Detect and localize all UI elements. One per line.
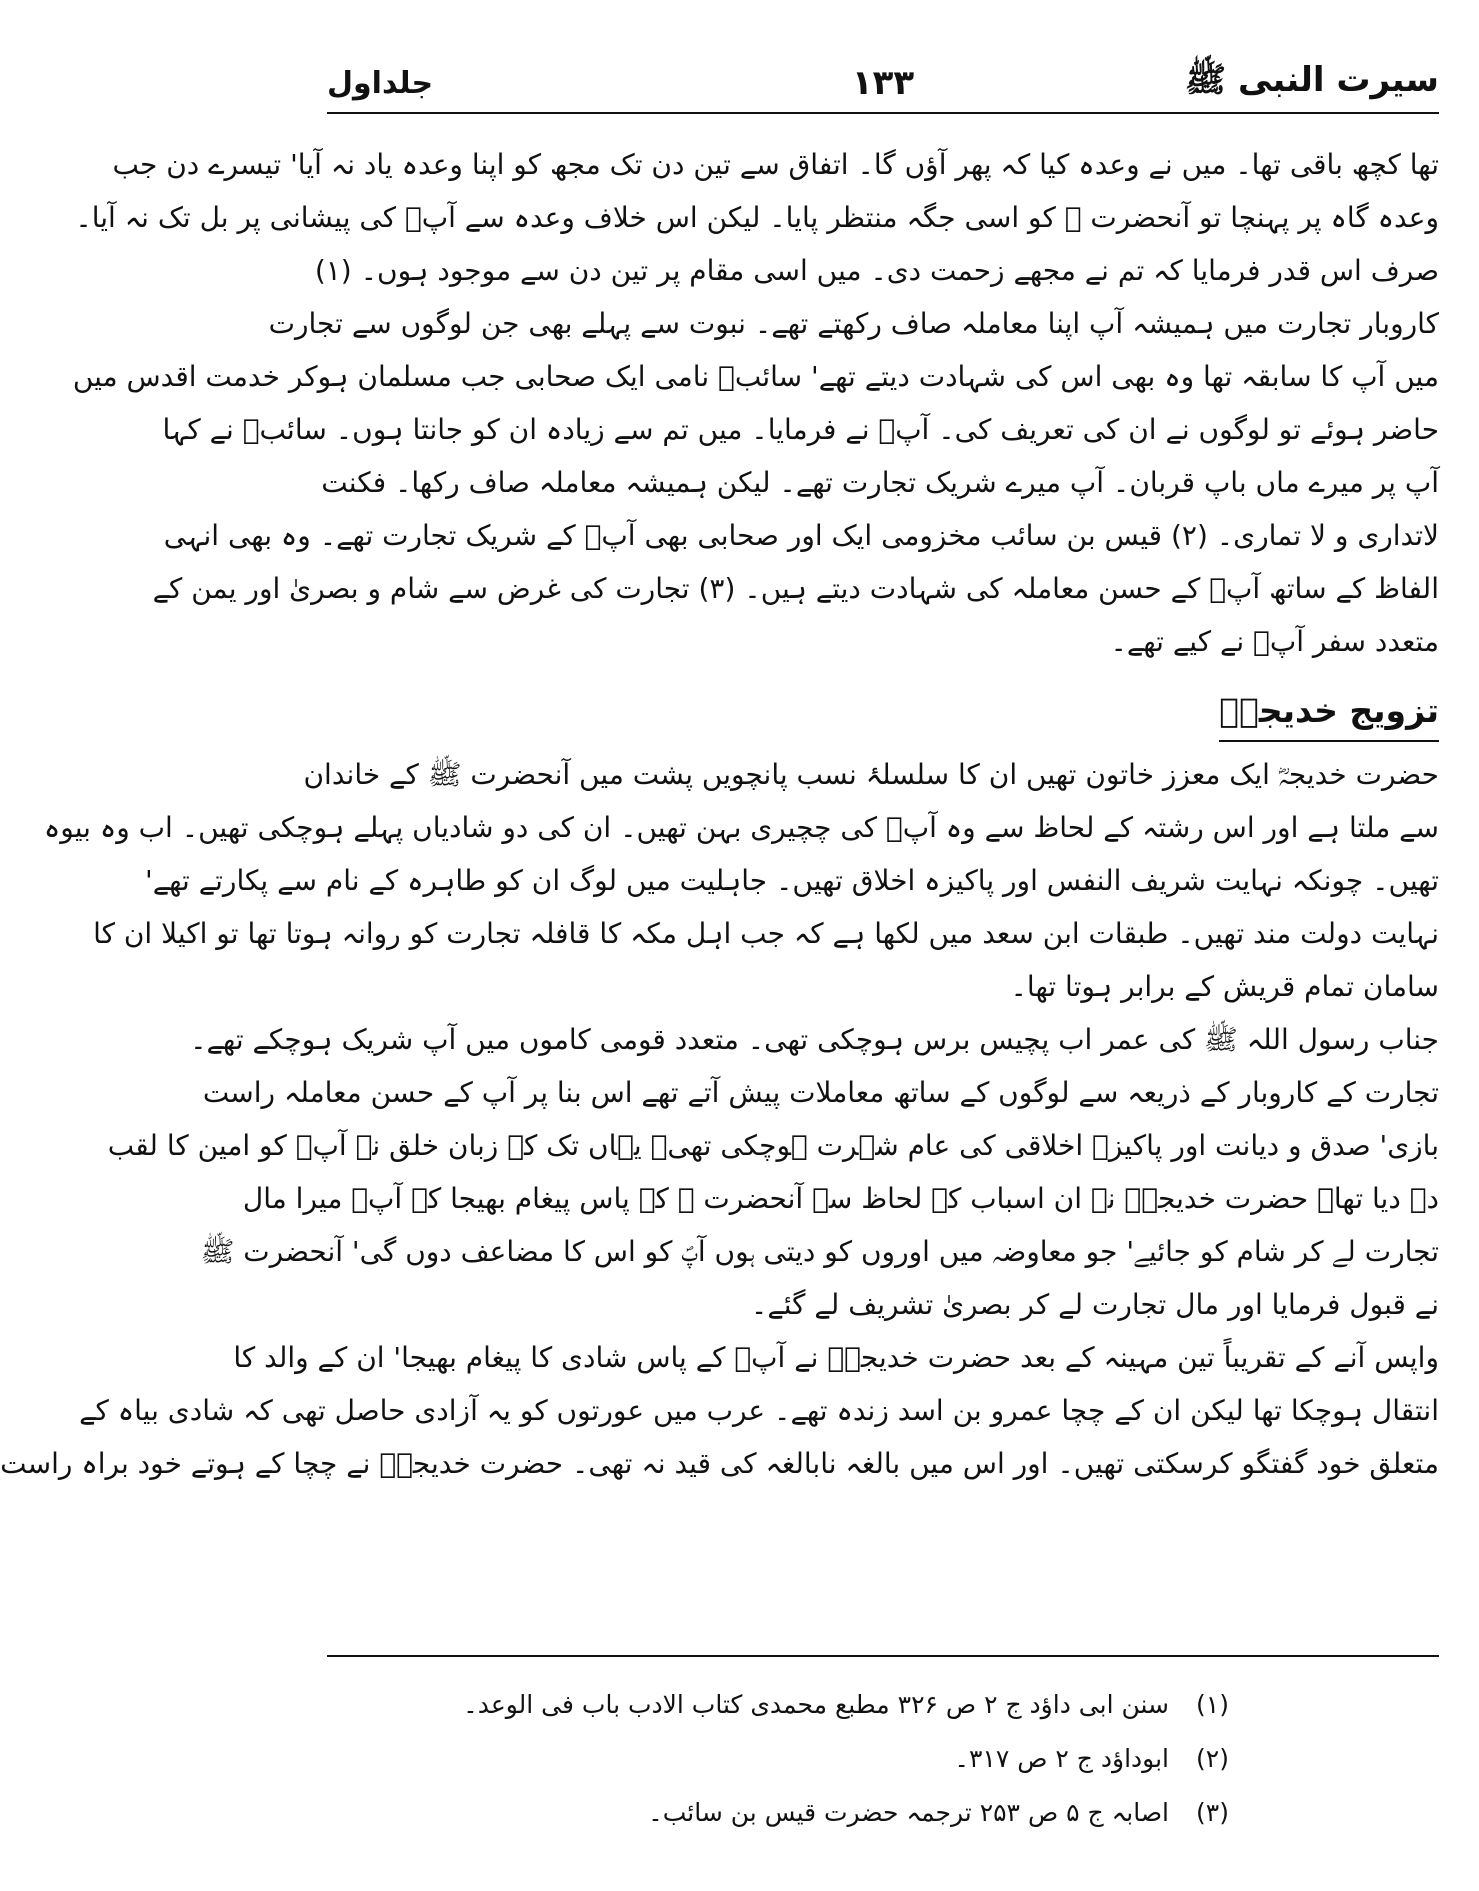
footnote-text: اصابہ ج ۵ ص ۲۵۳ ترجمہ حضرت قیس بن سائب۔: [648, 1798, 1169, 1827]
body-text: [0, 138, 1439, 1490]
header-rule: [327, 112, 1439, 114]
footnotes: [327, 1678, 1439, 1840]
paragraph: [43, 748, 1439, 1013]
text-line: دے دیا تھا۔ حضرت خدیجہؓ نے ان اسباب کے لحاظ سے آنحضرت ﷺ کے پاس پیغام بھیجا کہ آپؐ میرا مال: [242, 1182, 1439, 1215]
text-line: حضرت خدیجہؓ ایک معزز خاتون تھیں ان کا سلسلۂ نسب پانچویں پشت میں آنحضرت ﷺ کے خاندان: [303, 758, 1439, 791]
running-head: [327, 60, 1439, 106]
text-line: متعدد سفر آپؐ نے کیے تھے۔: [1110, 625, 1439, 658]
text-line: سے ملتا ہے اور اس رشتہ کے لحاظ سے وہ آپؐ کی چچیری بہن تھیں۔ ان کی دو شادیاں پہلے ہوچکی تھیں۔ اب وہ بیوہ: [43, 811, 1439, 844]
text-line: نہایت دولت مند تھیں۔ طبقات ابن سعد میں لکھا ہے کہ جب اہل مکہ کا قافلہ تجارت کو روانہ ہوتا تھا تو اکیلا ان کا: [93, 917, 1439, 950]
paragraph: [75, 138, 1439, 297]
text-line: کاروبار تجارت میں ہمیشہ آپ اپنا معاملہ صاف رکھتے تھے۔ نبوت سے پہلے بھی جن لوگوں سے تجارت: [268, 307, 1439, 340]
text-line: متعلق خود گفتگو کرسکتی تھیں۔ اور اس میں بالغہ نابالغہ کی قید نہ تھی۔ حضرت خدیجہؓ نے چچا کے ہوتے خود براہ راست: [0, 1447, 1439, 1480]
footnote-text: سنن ابی داؤد ج ۲ ص ۳۲۶ مطبع محمدی کتاب الادب باب فی الوعد۔: [463, 1690, 1169, 1719]
text-line: نے قبول فرمایا اور مال تجارت لے کر بصریٰ تشریف لے گئے۔: [750, 1288, 1439, 1321]
text-line: صرف اس قدر فرمایا کہ تم نے مجھے زحمت دی۔ میں اسی مقام پر تین دن سے موجود ہوں۔ (۱): [314, 254, 1439, 287]
text-line: واپس آنے کے تقریباً تین مہینہ کے بعد حضرت خدیجہؓ نے آپؐ کے پاس شادی کا پیغام بھیجا' ان کے والد کا: [233, 1341, 1439, 1374]
text-line: وعدہ گاہ پر پہنچا تو آنحضرت ﷺ کو اسی جگہ منتظر پایا۔ لیکن اس خلاف وعدہ سے آپؐ کی پیشانی پر بل تک نہ آیا۔: [75, 201, 1439, 234]
page-number: ۱۳۳: [851, 63, 915, 103]
text-line: انتقال ہوچکا تھا لیکن ان کے چچا عمرو بن اسد زندہ تھے۔ عرب میں عورتوں کو یہ آزادی حاصل تھی کہ شادی بیاہ کے: [79, 1394, 1439, 1427]
text-line: تجارت کے کاروبار کے ذریعہ سے لوگوں کے ساتھ معاملات پیش آتے تھے اس بنا پر آپ کے حسن معاملہ راست: [202, 1076, 1439, 1109]
footnote-number: (۲): [1196, 1744, 1229, 1773]
text-line: لاتداری و لا تماری۔ (۲) قیس بن سائب مخزومی ایک اور صحابی بھی آپؐ کے شریک تجارت تھے۔ وہ بھی انہی: [163, 519, 1439, 552]
footnote-number: (۱): [1196, 1690, 1229, 1719]
footnote: [327, 1786, 1439, 1840]
text-line: تجارت لے کر شام کو جائیے' جو معاوضہ میں اوروں کو دیتی ہوں آپؐ کو اس کا مضاعف دوں گی' آنحضرت ﷺ: [200, 1235, 1439, 1268]
text-line: میں آپ کا سابقہ تھا وہ بھی اس کی شہادت دیتے تھے' سائبؓ نامی ایک صحابی جب مسلمان ہوکر خدمت اقدس میں: [72, 360, 1439, 393]
text-line: جناب رسول اللہ ﷺ کی عمر اب پچیس برس ہوچکی تھی۔ متعدد قومی کاموں میں آپ شریک ہوچکے تھے۔: [190, 1023, 1439, 1056]
volume-label: جلداول: [327, 65, 434, 101]
section-heading: تزویج خدیجہؓ: [1219, 682, 1439, 742]
footnote-number: (۳): [1196, 1798, 1229, 1827]
text-line: بازی' صدق و دیانت اور پاکیزہ اخلاقی کی عام شہرت ہوچکی تھی۔ یہاں تک کہ زبان خلق نے آپؐ کو امین کا لقب: [107, 1129, 1439, 1162]
text-line: آپ پر میرے ماں باپ قربان۔ آپ میرے شریک تجارت تھے۔ لیکن ہمیشہ معاملہ صاف رکھا۔ فکنت: [321, 466, 1439, 499]
footnote-text: ابوداؤد ج ۲ ص ۳۱۷۔: [954, 1744, 1169, 1773]
footnote: [327, 1678, 1439, 1732]
text-line: سامان تمام قریش کے برابر ہوتا تھا۔: [1010, 970, 1439, 1003]
text-line: تھا کچھ باقی تھا۔ میں نے وعدہ کیا کہ پھر آؤں گا۔ اتفاق سے تین دن تک مجھ کو اپنا وعدہ یاد نہ آیا' تیسرے دن جب: [112, 148, 1439, 181]
footnote-rule: [327, 1655, 1439, 1657]
text-line: حاضر ہوئے تو لوگوں نے ان کی تعریف کی۔ آپؐ نے فرمایا۔ میں تم سے زیادہ ان کو جانتا ہوں۔ سائبؓ نے کہا: [162, 413, 1439, 446]
text-line: الفاظ کے ساتھ آپؐ کے حسن معاملہ کی شہادت دیتے ہیں۔ (۳) تجارت کی غرض سے شام و بصریٰ اور یمن کے: [152, 572, 1439, 605]
text-line: تھیں۔ چونکہ نہایت شریف النفس اور پاکیزہ اخلاق تھیں۔ جاہلیت میں لوگ ان کو طاہرہ کے نام سے پکارتے تھے': [145, 864, 1439, 897]
book-title: سیرت النبی ﷺ: [1185, 59, 1439, 100]
paragraph: [72, 297, 1439, 668]
paragraph: [107, 1013, 1439, 1331]
paragraph: [0, 1331, 1439, 1490]
footnote: [327, 1732, 1439, 1786]
